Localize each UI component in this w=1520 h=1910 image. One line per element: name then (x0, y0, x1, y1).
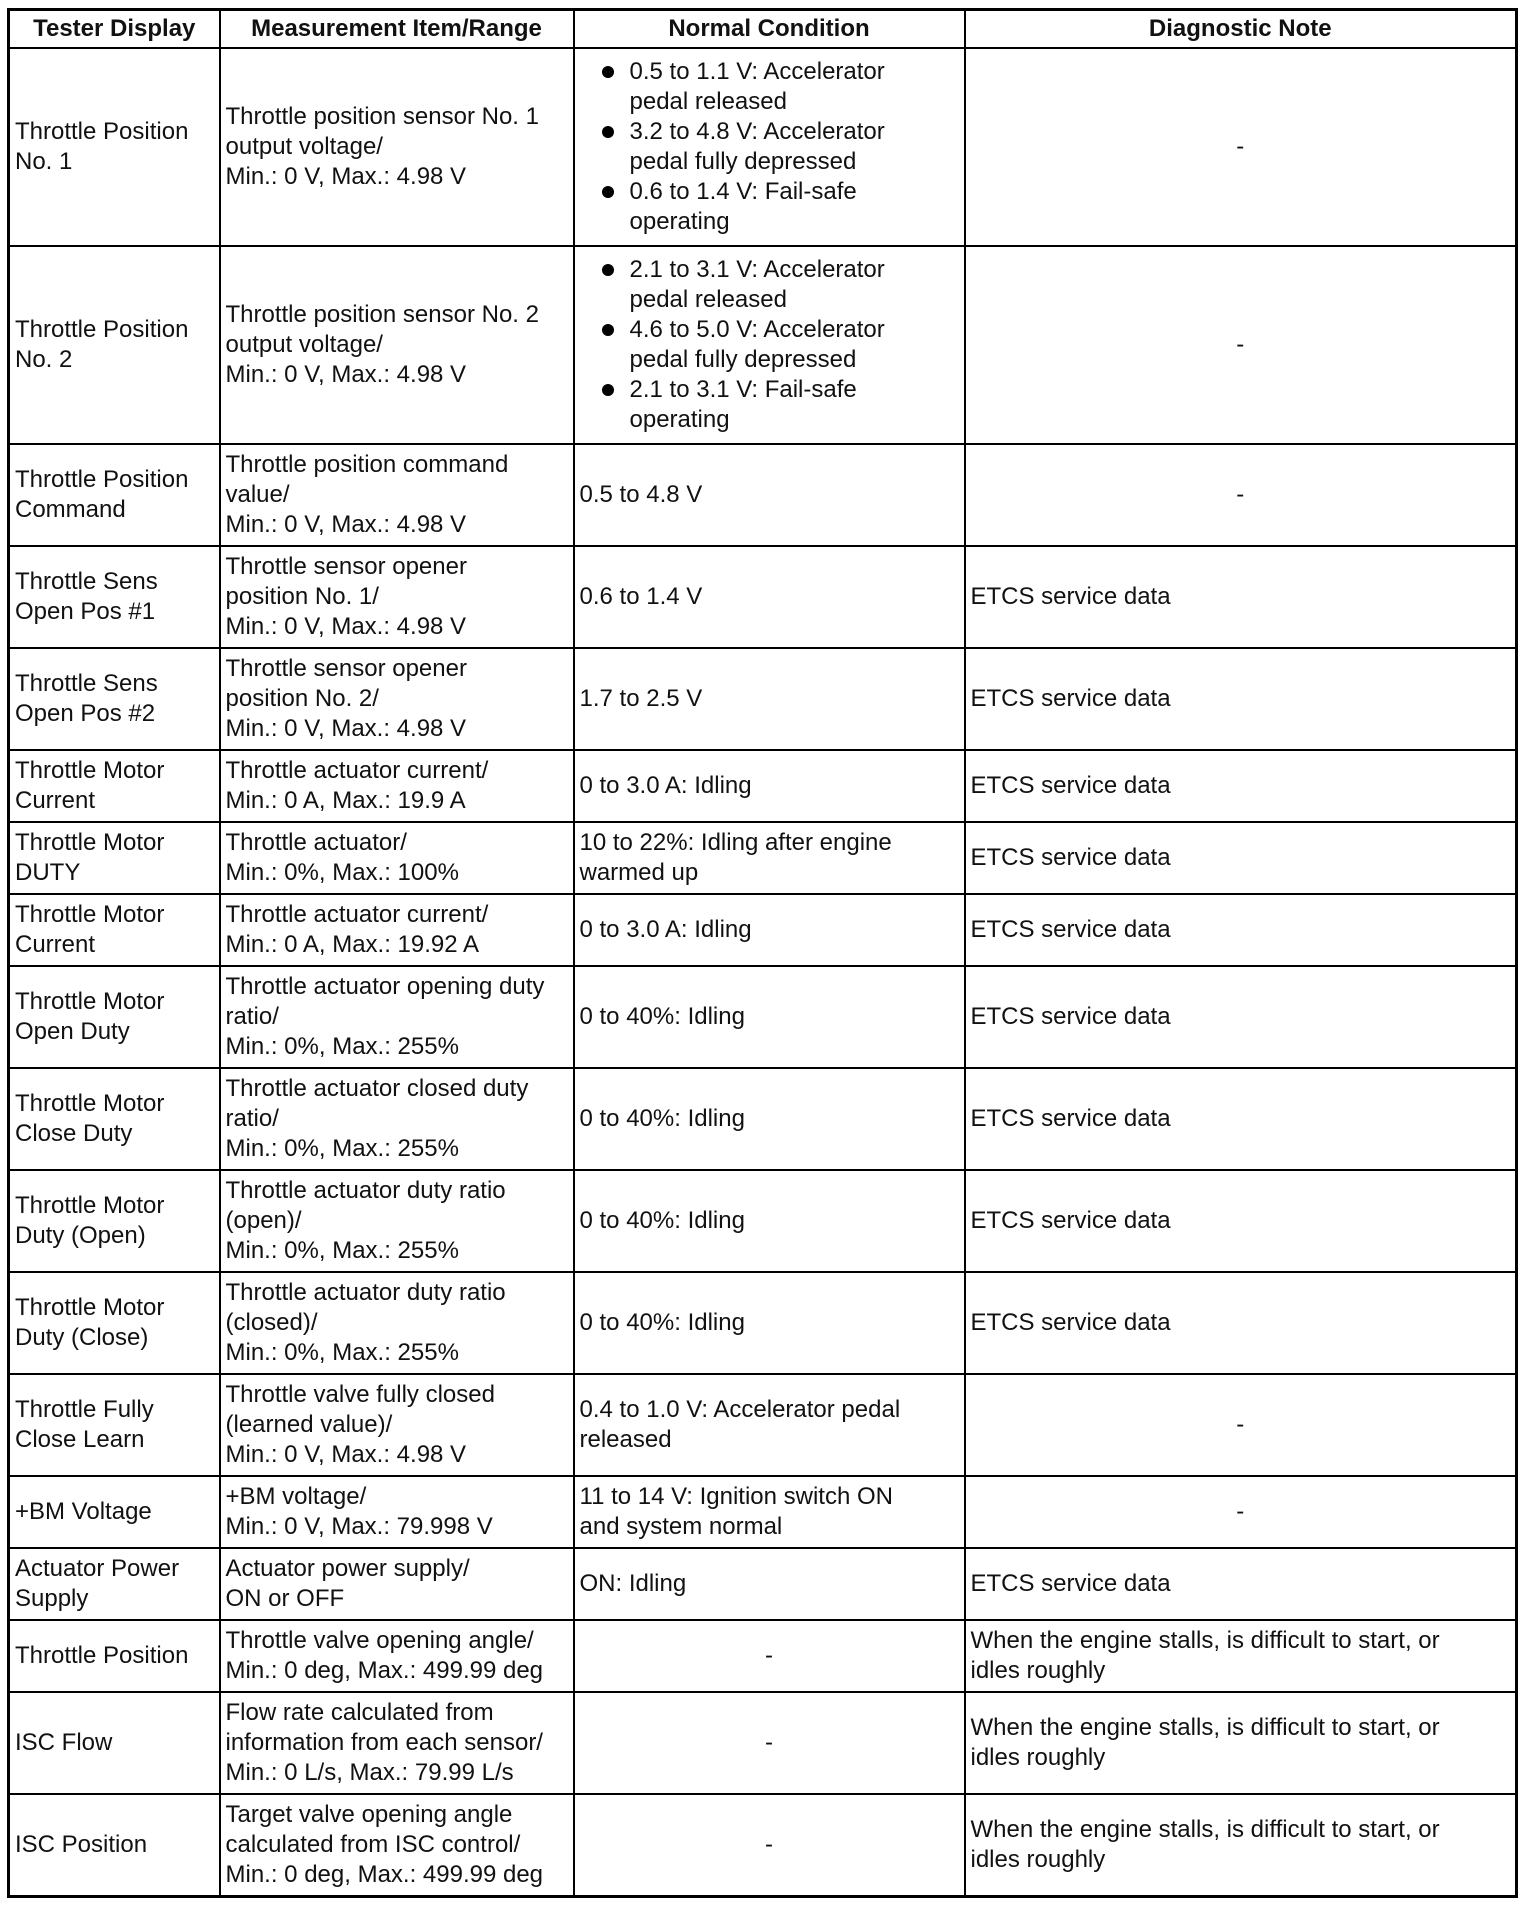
normal-condition-cell: 0 to 40%: Idling (574, 1068, 965, 1170)
normal-condition-cell: - (574, 1794, 965, 1896)
normal-condition-cell: 10 to 22%: Idling after engine warmed up (574, 822, 965, 894)
diagnostic-note-cell: ETCS service data (965, 966, 1517, 1068)
diagnostic-note-cell: - (965, 1374, 1517, 1476)
table-row (9, 246, 1517, 444)
tester-display-cell: ISC Position (9, 1794, 220, 1896)
header-tester-display: Tester Display (9, 10, 220, 49)
tester-display-cell: Throttle Motor DUTY (9, 822, 220, 894)
normal-condition-cell: 1.7 to 2.5 V (574, 648, 965, 750)
bullet-icon (602, 324, 614, 336)
condition-list (580, 57, 959, 237)
measurement-cell: Throttle actuator duty ratio (open)/ Min.: 0%, Max.: 255% (220, 1170, 574, 1272)
measurement-cell: Throttle actuator/ Min.: 0%, Max.: 100% (220, 822, 574, 894)
normal-condition-cell: 0 to 3.0 A: Idling (574, 750, 965, 822)
table-row (9, 822, 1517, 894)
tester-display-cell: Throttle Sens Open Pos #1 (9, 546, 220, 648)
table-row (9, 1374, 1517, 1476)
tester-display-cell: Throttle Position No. 1 (9, 48, 220, 246)
tester-display-cell: Throttle Motor Close Duty (9, 1068, 220, 1170)
normal-condition-cell: 0.6 to 1.4 V (574, 546, 965, 648)
diagnostic-note-cell: When the engine stalls, is difficult to start, or idles roughly (965, 1620, 1517, 1692)
tester-display-cell: Throttle Motor Open Duty (9, 966, 220, 1068)
diagnostic-note-cell: ETCS service data (965, 648, 1517, 750)
bullet-icon (602, 384, 614, 396)
normal-condition-cell: - (574, 1692, 965, 1794)
normal-condition-cell: 0 to 40%: Idling (574, 1170, 965, 1272)
bullet-icon (602, 66, 614, 78)
measurement-cell: Throttle sensor opener position No. 2/ Min.: 0 V, Max.: 4.98 V (220, 648, 574, 750)
table-row (9, 1692, 1517, 1794)
bullet-icon (602, 264, 614, 276)
list-item-text: 2.1 to 3.1 V: Fail-safe operating (629, 376, 857, 433)
measurement-cell: Throttle position sensor No. 2 output voltage/ Min.: 0 V, Max.: 4.98 V (220, 246, 574, 444)
normal-condition-cell: 0.4 to 1.0 V: Accelerator pedal released (574, 1374, 965, 1476)
diagnostic-note-cell: ETCS service data (965, 546, 1517, 648)
tester-display-cell: Throttle Fully Close Learn (9, 1374, 220, 1476)
measurement-cell: Throttle position sensor No. 1 output voltage/ Min.: 0 V, Max.: 4.98 V (220, 48, 574, 246)
measurement-cell: Throttle actuator duty ratio (closed)/ Min.: 0%, Max.: 255% (220, 1272, 574, 1374)
table-row (9, 546, 1517, 648)
diagnostic-note-cell: ETCS service data (965, 894, 1517, 966)
diagnostic-note-cell: ETCS service data (965, 750, 1517, 822)
table-row (9, 648, 1517, 750)
diagnostic-note-cell: - (965, 444, 1517, 546)
diagnostic-note-cell: ETCS service data (965, 822, 1517, 894)
diagnostic-note-cell: - (965, 48, 1517, 246)
table-row (9, 1794, 1517, 1896)
measurement-cell: Throttle actuator current/ Min.: 0 A, Max.: 19.92 A (220, 894, 574, 966)
table-row (9, 1272, 1517, 1374)
table-row (9, 894, 1517, 966)
tester-display-cell: ISC Flow (9, 1692, 220, 1794)
table-row (9, 48, 1517, 246)
list-item (580, 375, 959, 435)
diagnostic-note-cell: ETCS service data (965, 1170, 1517, 1272)
tester-display-cell: Actuator Power Supply (9, 1548, 220, 1620)
table-row (9, 444, 1517, 546)
measurement-cell: Target valve opening angle calculated from ISC control/ Min.: 0 deg, Max.: 499.99 deg (220, 1794, 574, 1896)
normal-condition-cell (574, 246, 965, 444)
tester-display-cell: Throttle Position (9, 1620, 220, 1692)
normal-condition-cell: 0 to 40%: Idling (574, 1272, 965, 1374)
normal-condition-cell: 0 to 40%: Idling (574, 966, 965, 1068)
measurement-cell: Actuator power supply/ ON or OFF (220, 1548, 574, 1620)
table-header-row (9, 10, 1517, 49)
list-item (580, 177, 959, 237)
table-row (9, 966, 1517, 1068)
measurement-cell: Throttle valve fully closed (learned value)/ Min.: 0 V, Max.: 4.98 V (220, 1374, 574, 1476)
normal-condition-cell (574, 48, 965, 246)
data-list-table (7, 8, 1518, 1898)
header-normal-condition: Normal Condition (574, 10, 965, 49)
measurement-cell: Throttle valve opening angle/ Min.: 0 deg, Max.: 499.99 deg (220, 1620, 574, 1692)
diagnostic-note-cell: - (965, 246, 1517, 444)
list-item (580, 57, 959, 117)
tester-display-cell: Throttle Motor Current (9, 894, 220, 966)
normal-condition-cell: 0 to 3.0 A: Idling (574, 894, 965, 966)
measurement-cell: Flow rate calculated from information from each sensor/ Min.: 0 L/s, Max.: 79.99 L/s (220, 1692, 574, 1794)
list-item-text: 2.1 to 3.1 V: Accelerator pedal released (629, 256, 885, 313)
diagnostic-note-cell: ETCS service data (965, 1068, 1517, 1170)
header-measurement-item: Measurement Item/Range (220, 10, 574, 49)
tester-display-cell: +BM Voltage (9, 1476, 220, 1548)
bullet-icon (602, 126, 614, 138)
diagnostic-note-cell: - (965, 1476, 1517, 1548)
table-row (9, 1170, 1517, 1272)
tester-display-cell: Throttle Position No. 2 (9, 246, 220, 444)
table-row (9, 1548, 1517, 1620)
normal-condition-cell: ON: Idling (574, 1548, 965, 1620)
tester-display-cell: Throttle Position Command (9, 444, 220, 546)
table-row (9, 1476, 1517, 1548)
tester-display-cell: Throttle Sens Open Pos #2 (9, 648, 220, 750)
diagnostic-note-cell: ETCS service data (965, 1272, 1517, 1374)
measurement-cell: Throttle actuator closed duty ratio/ Min.: 0%, Max.: 255% (220, 1068, 574, 1170)
table-row (9, 1068, 1517, 1170)
diagnostic-note-cell: ETCS service data (965, 1548, 1517, 1620)
diagnostic-note-cell: When the engine stalls, is difficult to start, or idles roughly (965, 1692, 1517, 1794)
measurement-cell: Throttle position command value/ Min.: 0 V, Max.: 4.98 V (220, 444, 574, 546)
list-item (580, 255, 959, 315)
table-row (9, 1620, 1517, 1692)
measurement-cell: Throttle actuator opening duty ratio/ Min.: 0%, Max.: 255% (220, 966, 574, 1068)
measurement-cell: Throttle actuator current/ Min.: 0 A, Max.: 19.9 A (220, 750, 574, 822)
list-item-text: 3.2 to 4.8 V: Accelerator pedal fully depressed (629, 118, 885, 175)
normal-condition-cell: - (574, 1620, 965, 1692)
list-item-text: 4.6 to 5.0 V: Accelerator pedal fully depressed (629, 316, 885, 373)
list-item-text: 0.6 to 1.4 V: Fail-safe operating (629, 178, 857, 235)
measurement-cell: +BM voltage/ Min.: 0 V, Max.: 79.998 V (220, 1476, 574, 1548)
normal-condition-cell: 11 to 14 V: Ignition switch ON and system normal (574, 1476, 965, 1548)
header-diagnostic-note: Diagnostic Note (965, 10, 1517, 49)
list-item-text: 0.5 to 1.1 V: Accelerator pedal released (629, 58, 885, 115)
measurement-cell: Throttle sensor opener position No. 1/ Min.: 0 V, Max.: 4.98 V (220, 546, 574, 648)
bullet-icon (602, 186, 614, 198)
tester-display-cell: Throttle Motor Current (9, 750, 220, 822)
list-item (580, 117, 959, 177)
tester-display-cell: Throttle Motor Duty (Close) (9, 1272, 220, 1374)
diagnostic-note-cell: When the engine stalls, is difficult to start, or idles roughly (965, 1794, 1517, 1896)
list-item (580, 315, 959, 375)
table-row (9, 750, 1517, 822)
normal-condition-cell: 0.5 to 4.8 V (574, 444, 965, 546)
data-table-wrapper (7, 8, 1515, 1898)
condition-list (580, 255, 959, 435)
tester-display-cell: Throttle Motor Duty (Open) (9, 1170, 220, 1272)
